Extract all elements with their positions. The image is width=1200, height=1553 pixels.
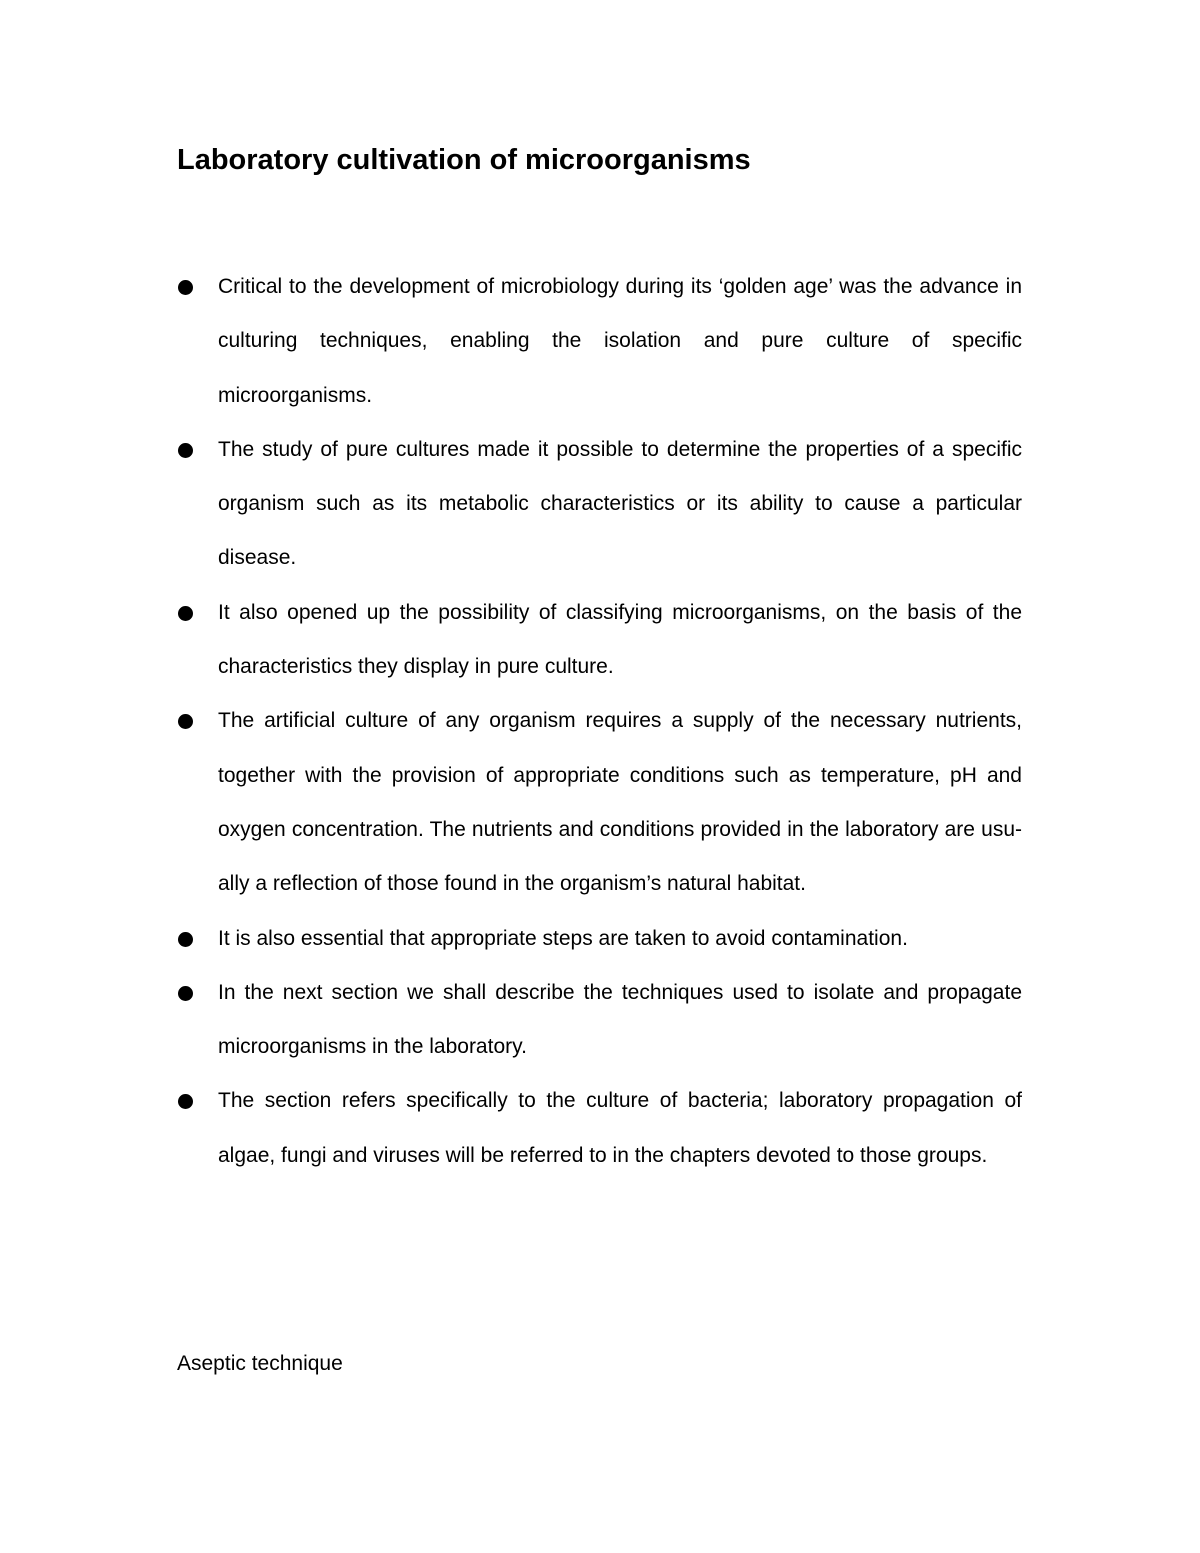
list-item [177, 966, 1022, 1075]
list-item-text: The section refers specifically to the culture of bacteria; laboratory propagation of algae, fungi and viruses will be referred to in the chapters devoted to those groups. [218, 1089, 1022, 1167]
page-title: Laboratory cultivation of microorganisms [177, 144, 751, 176]
bullet-dot-icon [178, 714, 193, 729]
bullet-dot-icon [178, 1094, 193, 1109]
list-item [177, 586, 1022, 695]
list-item-text: In the next section we shall describe the techniques used to isolate and propagate microorganisms in the laboratory. [218, 980, 1022, 1059]
list-item-text: Critical to the development of microbiology during its ‘golden age’ was the advance in culturing techniques, enabling the isolation and pure culture of specific microorganisms. [218, 275, 1022, 407]
bullet-dot-icon [178, 443, 193, 458]
list-item-text: The artificial culture of any organism requires a supply of the necessary nutrients, together with the provision of appropriate conditions such as temperature, pH and oxygen concentration. The nutrients and conditions provided in the laboratory are usu- ally a reflection of those found in the organism’s natural habitat. [218, 709, 1022, 896]
list-item [177, 260, 1022, 423]
bullet-dot-icon [178, 932, 193, 947]
list-item-text: The study of pure cultures made it possible to determine the properties of a specific organism such as its metabolic characteristics or its ability to cause a particular disease. [218, 437, 1022, 570]
list-item [177, 694, 1022, 911]
list-item-text: It is also essential that appropriate steps are taken to avoid contamination. [218, 926, 908, 950]
bullet-dot-icon [178, 986, 193, 1001]
list-item [177, 1074, 1022, 1183]
bullet-list [177, 260, 1022, 1183]
bullet-dot-icon [178, 280, 193, 295]
list-item [177, 912, 1022, 966]
section-heading: Aseptic technique [177, 1352, 343, 1375]
list-item [177, 423, 1022, 586]
list-item-text: It also opened up the possibility of classifying microorganisms, on the basis of the characteristics they display in pure culture. [218, 600, 1022, 679]
bullet-dot-icon [178, 606, 193, 621]
